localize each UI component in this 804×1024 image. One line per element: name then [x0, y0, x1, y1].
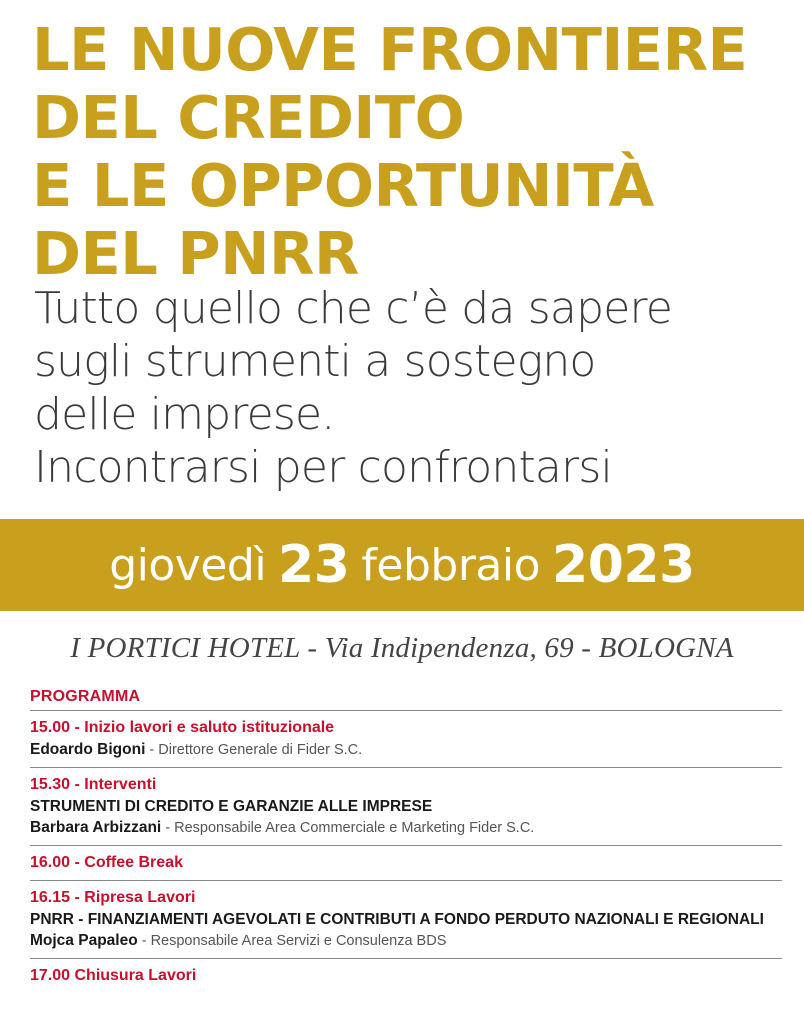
speaker-role: - Responsabile Area Servizi e Consulenza BDS [137, 933, 447, 949]
program-heading: PROGRAMMA [30, 688, 141, 705]
program-time: 17.00 Chiusura Lavori [30, 967, 197, 984]
event-subtitle [34, 282, 794, 494]
program-item [30, 845, 782, 880]
date-month: febbraio [361, 539, 541, 591]
subtitle-line-4: Incontrarsi per confrontarsi [34, 442, 612, 493]
event-title [32, 16, 792, 288]
program-item [30, 958, 782, 993]
speaker-role: - Responsabile Area Commerciale e Marketing Fider S.C. [161, 820, 535, 836]
subtitle-line-1: Tutto quello che c’è da sapere [34, 283, 673, 334]
title-line-4: DEL PNRR [32, 219, 359, 288]
speaker [30, 930, 782, 952]
date-banner [0, 519, 804, 611]
title-line-1: LE NUOVE FRONTIERE [32, 15, 748, 84]
program-time: 15.00 - Inizio lavori e saluto istituzionale [30, 719, 335, 736]
program-section [30, 686, 782, 993]
speaker-role: - Direttore Generale di Fider S.C. [145, 742, 363, 758]
program-time: 16.00 - Coffee Break [30, 854, 183, 871]
title-line-2: DEL CREDITO [32, 83, 465, 152]
speaker-name: Barbara Arbizzani [30, 819, 162, 836]
subtitle-line-2: sugli strumenti a sostegno [34, 336, 596, 387]
venue-address: I PORTICI HOTEL - Via Indipendenza, 69 - BOLOGNA [70, 632, 734, 664]
talk-title: STRUMENTI DI CREDITO E GARANZIE ALLE IMPRESE [30, 798, 433, 815]
program-item [30, 880, 782, 958]
program-item [30, 767, 782, 845]
subtitle-line-3: delle imprese. [34, 389, 335, 440]
program-time: 15.30 - Interventi [30, 776, 157, 793]
speaker-name: Mojca Papaleo [30, 932, 138, 949]
date-year: 2023 [552, 535, 695, 595]
title-line-3: E LE OPPORTUNITÀ [32, 151, 654, 220]
program-time: 16.15 - Ripresa Lavori [30, 889, 196, 906]
speaker [30, 817, 782, 839]
date-day: 23 [278, 535, 350, 595]
speaker [30, 739, 782, 761]
date-weekday: giovedì [109, 539, 267, 591]
program-item [30, 710, 782, 767]
speaker-name: Edoardo Bigoni [30, 741, 146, 758]
talk-title: PNRR - FINANZIAMENTI AGEVOLATI E CONTRIBUTI A FONDO PERDUTO NAZIONALI E REGIONALI [30, 911, 764, 928]
